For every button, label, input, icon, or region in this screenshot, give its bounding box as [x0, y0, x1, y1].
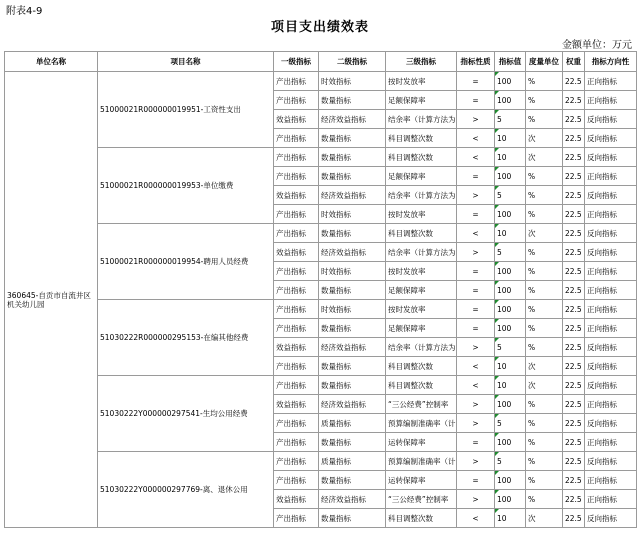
level3-cell: 结余率（计算方法为 [386, 338, 457, 357]
level3-cell: 结余率（计算方法为 [386, 186, 457, 205]
level3-cell: 足额保障率 [386, 91, 457, 110]
direction-cell: 正向指标 [585, 72, 637, 91]
direction-cell: 正向指标 [585, 205, 637, 224]
level3-cell: 预算编制准确率（计 [386, 452, 457, 471]
value-cell: 100 [495, 471, 526, 490]
performance-table [4, 51, 637, 528]
weight-cell: 22.5 [563, 110, 585, 129]
level2-cell: 经济效益指标 [319, 338, 386, 357]
nature-cell: > [457, 243, 495, 262]
measure-unit-cell: 次 [526, 357, 563, 376]
col-project-name: 项目名称 [98, 52, 274, 72]
level1-cell: 效益指标 [274, 186, 319, 205]
measure-unit-cell: 次 [526, 129, 563, 148]
level3-cell: 按时发放率 [386, 300, 457, 319]
nature-cell: < [457, 509, 495, 528]
level3-cell: “三公经费”控制率 [386, 490, 457, 509]
weight-cell: 22.5 [563, 148, 585, 167]
direction-cell: 正向指标 [585, 319, 637, 338]
level3-cell: 按时发放率 [386, 205, 457, 224]
nature-cell: < [457, 129, 495, 148]
measure-unit-cell: 次 [526, 148, 563, 167]
table-row [5, 452, 637, 471]
direction-cell: 正向指标 [585, 262, 637, 281]
weight-cell: 22.5 [563, 281, 585, 300]
table-row [5, 148, 637, 167]
nature-cell: > [457, 452, 495, 471]
col-unit-name: 单位名称 [5, 52, 98, 72]
direction-cell: 反向指标 [585, 148, 637, 167]
direction-cell: 反向指标 [585, 414, 637, 433]
level3-cell: 科目调整次数 [386, 376, 457, 395]
direction-cell: 反向指标 [585, 129, 637, 148]
direction-cell: 正向指标 [585, 167, 637, 186]
col-direction: 指标方向性 [585, 52, 637, 72]
weight-cell: 22.5 [563, 452, 585, 471]
level3-cell: 足额保障率 [386, 281, 457, 300]
value-cell: 10 [495, 224, 526, 243]
nature-cell: = [457, 205, 495, 224]
page-title: 项目支出绩效表 [270, 20, 369, 35]
weight-cell: 22.5 [563, 262, 585, 281]
level2-cell: 经济效益指标 [319, 186, 386, 205]
measure-unit-cell: % [526, 471, 563, 490]
nature-cell: > [457, 395, 495, 414]
weight-cell: 22.5 [563, 376, 585, 395]
weight-cell: 22.5 [563, 338, 585, 357]
direction-cell: 正向指标 [585, 471, 637, 490]
table-header-row [5, 52, 637, 72]
level3-cell: 科目调整次数 [386, 357, 457, 376]
value-cell: 5 [495, 338, 526, 357]
level2-cell: 经济效益指标 [319, 110, 386, 129]
level2-cell: 数量指标 [319, 129, 386, 148]
measure-unit-cell: 次 [526, 224, 563, 243]
level1-cell: 效益指标 [274, 110, 319, 129]
level3-cell: 运转保障率 [386, 471, 457, 490]
table-row [5, 300, 637, 319]
level1-cell: 产出指标 [274, 262, 319, 281]
level1-cell: 产出指标 [274, 452, 319, 471]
level2-cell: 经济效益指标 [319, 490, 386, 509]
level2-cell: 质量指标 [319, 452, 386, 471]
direction-cell: 正向指标 [585, 281, 637, 300]
value-cell: 5 [495, 452, 526, 471]
level1-cell: 产出指标 [274, 471, 319, 490]
direction-cell: 反向指标 [585, 376, 637, 395]
measure-unit-cell: % [526, 262, 563, 281]
level3-cell: 运转保障率 [386, 433, 457, 452]
nature-cell: > [457, 338, 495, 357]
weight-cell: 22.5 [563, 167, 585, 186]
weight-cell: 22.5 [563, 91, 585, 110]
nature-cell: = [457, 300, 495, 319]
direction-cell: 反向指标 [585, 110, 637, 129]
value-cell: 10 [495, 357, 526, 376]
value-cell: 100 [495, 395, 526, 414]
measure-unit-cell: % [526, 395, 563, 414]
col-nature: 指标性质 [457, 52, 495, 72]
nature-cell: > [457, 110, 495, 129]
level2-cell: 数量指标 [319, 471, 386, 490]
weight-cell: 22.5 [563, 319, 585, 338]
weight-cell: 22.5 [563, 224, 585, 243]
nature-cell: = [457, 91, 495, 110]
measure-unit-cell: % [526, 110, 563, 129]
level1-cell: 效益指标 [274, 243, 319, 262]
measure-unit-cell: % [526, 319, 563, 338]
level2-cell: 时效指标 [319, 72, 386, 91]
nature-cell: < [457, 376, 495, 395]
value-cell: 5 [495, 243, 526, 262]
weight-cell: 22.5 [563, 186, 585, 205]
level1-cell: 产出指标 [274, 281, 319, 300]
nature-cell: = [457, 319, 495, 338]
value-cell: 10 [495, 509, 526, 528]
nature-cell: = [457, 281, 495, 300]
weight-cell: 22.5 [563, 72, 585, 91]
weight-cell: 22.5 [563, 205, 585, 224]
value-cell: 5 [495, 110, 526, 129]
weight-cell: 22.5 [563, 395, 585, 414]
nature-cell: = [457, 471, 495, 490]
level1-cell: 效益指标 [274, 395, 319, 414]
nature-cell: = [457, 433, 495, 452]
direction-cell: 正向指标 [585, 300, 637, 319]
level1-cell: 产出指标 [274, 376, 319, 395]
level3-cell: 科目调整次数 [386, 224, 457, 243]
measure-unit-cell: % [526, 452, 563, 471]
direction-cell: 正向指标 [585, 490, 637, 509]
measure-unit-cell: % [526, 72, 563, 91]
table-row [5, 72, 637, 91]
level2-cell: 数量指标 [319, 167, 386, 186]
weight-cell: 22.5 [563, 414, 585, 433]
direction-cell: 反向指标 [585, 452, 637, 471]
level2-cell: 质量指标 [319, 414, 386, 433]
level3-cell: 按时发放率 [386, 72, 457, 91]
project-name-cell: 51000021R000000019954-聘用人员经费 [98, 224, 274, 300]
level2-cell: 数量指标 [319, 281, 386, 300]
level3-cell: 足额保障率 [386, 319, 457, 338]
project-name-cell: 51000021R000000019953-单位缴费 [98, 148, 274, 224]
measure-unit-cell: % [526, 91, 563, 110]
level3-cell: 科目调整次数 [386, 509, 457, 528]
level3-cell: 足额保障率 [386, 167, 457, 186]
level3-cell: 结余率（计算方法为 [386, 243, 457, 262]
level2-cell: 经济效益指标 [319, 243, 386, 262]
measure-unit-cell: % [526, 186, 563, 205]
measure-unit-cell: % [526, 338, 563, 357]
level1-cell: 产出指标 [274, 300, 319, 319]
level2-cell: 数量指标 [319, 91, 386, 110]
value-cell: 100 [495, 281, 526, 300]
nature-cell: < [457, 224, 495, 243]
weight-cell: 22.5 [563, 509, 585, 528]
nature-cell: = [457, 72, 495, 91]
value-cell: 5 [495, 186, 526, 205]
value-cell: 100 [495, 433, 526, 452]
direction-cell: 正向指标 [585, 91, 637, 110]
col-level2: 二级指标 [319, 52, 386, 72]
level1-cell: 产出指标 [274, 205, 319, 224]
level3-cell: 按时发放率 [386, 262, 457, 281]
level1-cell: 产出指标 [274, 509, 319, 528]
weight-cell: 22.5 [563, 300, 585, 319]
attachment-label: 附表4-9 [6, 6, 43, 17]
measure-unit-cell: 次 [526, 509, 563, 528]
col-weight: 权重 [563, 52, 585, 72]
level2-cell: 数量指标 [319, 509, 386, 528]
nature-cell: < [457, 357, 495, 376]
level3-cell: 科目调整次数 [386, 148, 457, 167]
value-cell: 5 [495, 414, 526, 433]
project-name-cell: 51000021R000000019951-工资性支出 [98, 72, 274, 148]
direction-cell: 反向指标 [585, 186, 637, 205]
unit-name-cell: 360645-自贡市自流井区机关幼儿园 [5, 72, 98, 528]
level1-cell: 产出指标 [274, 91, 319, 110]
measure-unit-cell: % [526, 414, 563, 433]
level1-cell: 产出指标 [274, 319, 319, 338]
measure-unit-cell: % [526, 243, 563, 262]
measure-unit-cell: % [526, 281, 563, 300]
measure-unit-cell: % [526, 300, 563, 319]
level2-cell: 时效指标 [319, 262, 386, 281]
value-cell: 10 [495, 376, 526, 395]
level1-cell: 产出指标 [274, 129, 319, 148]
measure-unit-cell: % [526, 433, 563, 452]
weight-cell: 22.5 [563, 129, 585, 148]
level1-cell: 产出指标 [274, 148, 319, 167]
level2-cell: 数量指标 [319, 357, 386, 376]
weight-cell: 22.5 [563, 243, 585, 262]
project-name-cell: 51030222Y000000297769-离、退休公用 [98, 452, 274, 528]
level1-cell: 产出指标 [274, 433, 319, 452]
nature-cell: > [457, 490, 495, 509]
value-cell: 100 [495, 262, 526, 281]
measure-unit-cell: % [526, 205, 563, 224]
level2-cell: 时效指标 [319, 205, 386, 224]
value-cell: 10 [495, 129, 526, 148]
nature-cell: = [457, 167, 495, 186]
level3-cell: “三公经费”控制率 [386, 395, 457, 414]
measure-unit-cell: 次 [526, 376, 563, 395]
level1-cell: 产出指标 [274, 167, 319, 186]
value-cell: 100 [495, 300, 526, 319]
col-level3: 三级指标 [386, 52, 457, 72]
level1-cell: 产出指标 [274, 414, 319, 433]
nature-cell: = [457, 262, 495, 281]
nature-cell: < [457, 148, 495, 167]
value-cell: 100 [495, 167, 526, 186]
measure-unit-cell: % [526, 490, 563, 509]
col-value: 指标值 [495, 52, 526, 72]
direction-cell: 正向指标 [585, 395, 637, 414]
level2-cell: 数量指标 [319, 433, 386, 452]
value-cell: 100 [495, 91, 526, 110]
direction-cell: 反向指标 [585, 357, 637, 376]
value-cell: 10 [495, 148, 526, 167]
direction-cell: 反向指标 [585, 243, 637, 262]
value-cell: 100 [495, 72, 526, 91]
project-name-cell: 51030222Y000000297541-生均公用经费 [98, 376, 274, 452]
col-measure-unit: 度量单位 [526, 52, 563, 72]
weight-cell: 22.5 [563, 357, 585, 376]
level2-cell: 数量指标 [319, 224, 386, 243]
direction-cell: 反向指标 [585, 509, 637, 528]
level1-cell: 效益指标 [274, 338, 319, 357]
direction-cell: 反向指标 [585, 224, 637, 243]
level3-cell: 预算编制准确率（计 [386, 414, 457, 433]
level1-cell: 效益指标 [274, 490, 319, 509]
nature-cell: > [457, 414, 495, 433]
value-cell: 100 [495, 205, 526, 224]
level1-cell: 产出指标 [274, 357, 319, 376]
direction-cell: 反向指标 [585, 338, 637, 357]
level2-cell: 数量指标 [319, 148, 386, 167]
level2-cell: 经济效益指标 [319, 395, 386, 414]
weight-cell: 22.5 [563, 433, 585, 452]
level3-cell: 科目调整次数 [386, 129, 457, 148]
level1-cell: 产出指标 [274, 224, 319, 243]
level2-cell: 时效指标 [319, 300, 386, 319]
level3-cell: 结余率（计算方法为 [386, 110, 457, 129]
nature-cell: > [457, 186, 495, 205]
level2-cell: 数量指标 [319, 376, 386, 395]
measure-unit-cell: % [526, 167, 563, 186]
table-row [5, 224, 637, 243]
table-row [5, 376, 637, 395]
direction-cell: 正向指标 [585, 433, 637, 452]
level1-cell: 产出指标 [274, 72, 319, 91]
project-name-cell: 51030222R000000295153-在编其他经费 [98, 300, 274, 376]
value-cell: 100 [495, 319, 526, 338]
weight-cell: 22.5 [563, 490, 585, 509]
weight-cell: 22.5 [563, 471, 585, 490]
level2-cell: 数量指标 [319, 319, 386, 338]
amount-unit: 金额单位：万元 [562, 40, 632, 51]
col-level1: 一级指标 [274, 52, 319, 72]
value-cell: 100 [495, 490, 526, 509]
